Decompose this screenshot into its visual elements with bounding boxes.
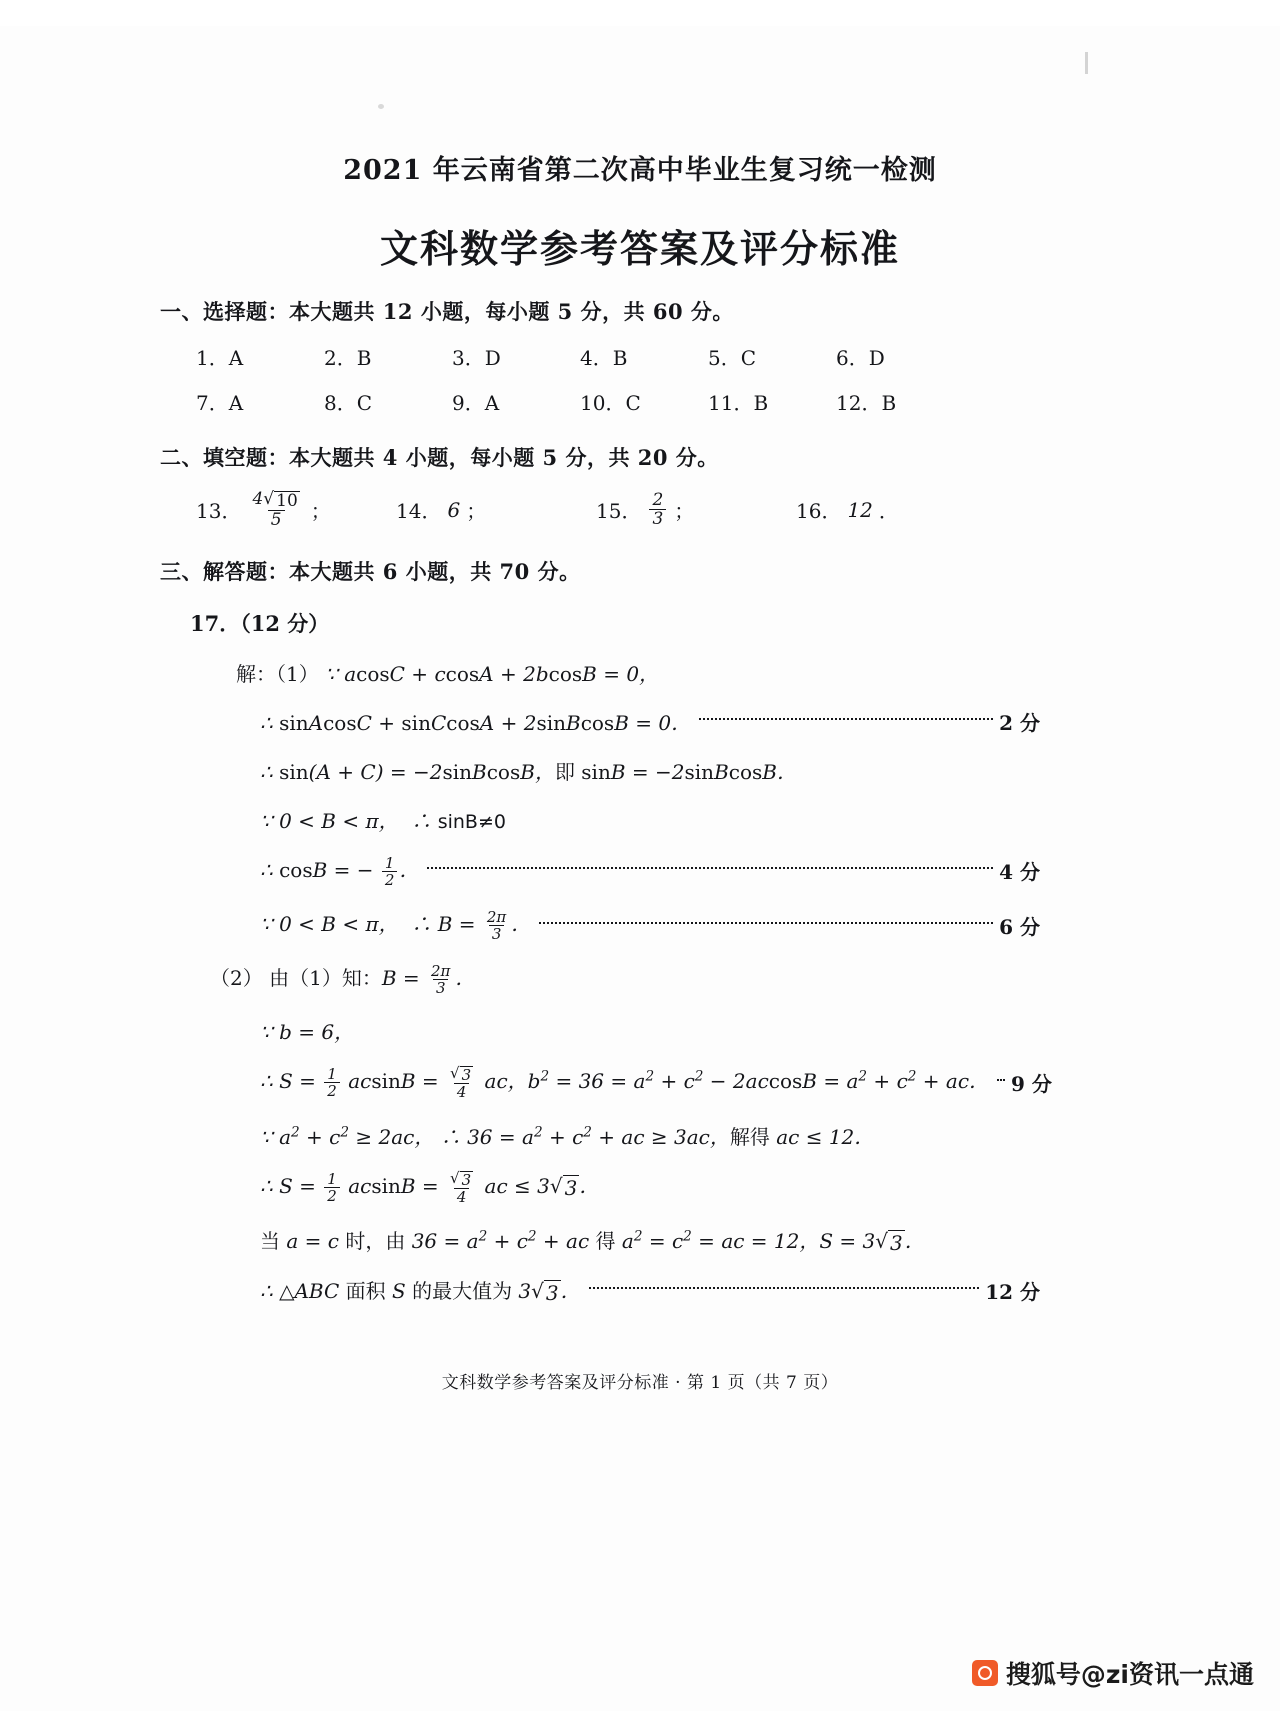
solution-step [160, 707, 1040, 736]
answer-item: 8．C [324, 391, 373, 415]
fraction-2pi-over-3: $\frac{2\pi}{3}$ [486, 907, 507, 943]
fill-item-number: 14． [396, 499, 442, 524]
solution-step [160, 1016, 1040, 1045]
fraction-2pi-over-3: $\frac{2\pi}{3}$ [431, 961, 451, 998]
fill-item-15 [596, 491, 796, 529]
leader-dots [997, 1078, 1005, 1081]
fill-item-16 [796, 495, 996, 524]
answer-item: 6．D [836, 346, 885, 370]
solution-step [160, 908, 1040, 942]
fill-item-value: 12 [847, 497, 873, 522]
answer-item: 9．A [452, 391, 500, 415]
sohu-logo-icon [972, 1660, 998, 1686]
fill-answers-row [196, 490, 1040, 530]
step-mark: 12 分 [985, 1279, 1040, 1304]
fill-item-number: 13． [196, 499, 242, 524]
leader-dots [699, 717, 993, 720]
solution-step [160, 805, 1040, 834]
page-title: 文科数学参考答案及评分标准 [379, 226, 900, 271]
answer-item: 11．B [708, 391, 769, 415]
step-formula: ∴ △ABC 面积 S 的最大值为 3 √ 3 ． [260, 1279, 581, 1306]
solution-step [160, 756, 1040, 785]
step-formula: ∵ $a^2 + c^2 \ge 2ac$， ∴ $36 = a^2 + c^2$ + ac ≥ 3ac，解得 ac ≤ 12． [260, 1124, 875, 1149]
fill-item-14 [396, 495, 596, 524]
step-formula: 由（1）知：B = $\frac{2\pi}{3}$ ． [269, 961, 476, 998]
answer-item: 5．C [708, 346, 757, 370]
answer-item: 12．B [836, 391, 897, 415]
answer-item: 10．C [580, 391, 641, 415]
fraction-1-over-2: $\frac{1}{2}$ [382, 855, 398, 888]
solution-step [160, 854, 1040, 888]
step-formula: ∴ S = $\frac{1}{2}$ acsinB = √ 3 4 ac ≤ 3 √ 3 ． [260, 1168, 600, 1206]
section-heading-fill: 二、填空题：本大题共 4 小题，每小题 5 分，共 20 分。 [160, 445, 719, 470]
section-heading-choice: 一、选择题：本大题共 12 小题，每小题 5 分，共 60 分。 [160, 299, 734, 324]
leader-dots [427, 866, 993, 869]
solution-step [160, 658, 1040, 687]
solution-step [160, 1064, 1052, 1102]
leader-dots [539, 921, 993, 924]
step-label: （2） [210, 966, 263, 991]
watermark [972, 1655, 1254, 1691]
question-17-heading: 17．（12 分） [190, 610, 330, 636]
choice-answers-row-1 [196, 342, 1040, 371]
solution-step [160, 962, 1040, 996]
fill-item-tail: ； [674, 499, 695, 524]
step-formula: ∴ S = $\frac{1}{2}$ acsinB = √ 3 4 ac，$b^2 = 36 = a^2 + c^2 - 2accosB = a^2 + c^2$ + ac． [260, 1064, 990, 1102]
leader-dots [589, 1286, 980, 1289]
fill-item-number: 15． [596, 499, 642, 524]
watermark-text: 搜狐号@zi资讯一点通 [1005, 1660, 1254, 1689]
answer-item: 7．A [196, 391, 244, 415]
step-mark: 9 分 [1011, 1072, 1052, 1097]
fill-item-tail: ． [878, 499, 899, 524]
fraction-2-over-3: $\frac{2}{3}$ [649, 491, 666, 529]
step-formula: ∴ sin(A + C) = −2sinBcosB，即 sinB = −2sinBcosB． [260, 759, 797, 784]
step-mark: 6 分 [999, 914, 1040, 939]
solution-step [160, 1275, 1040, 1305]
document-body [160, 296, 1052, 1306]
step-formula: ∵ 0 < B < π， ∴ B = $\frac{2\pi}{3}$ ． [260, 907, 532, 943]
fraction-root3-over-4: √ 3 4 [450, 1064, 472, 1102]
fraction-root3-over-4: √ 3 4 [450, 1168, 472, 1206]
answer-item: 3．D [452, 346, 501, 370]
fill-item-tail: ； [466, 499, 487, 524]
fraction-4root10-over-5: 4 √ 10 5 [252, 489, 298, 531]
section-heading-solution: 三、解答题：本大题共 6 小题，共 70 分。 [160, 558, 581, 584]
fill-item-13 [196, 490, 396, 530]
choice-answers-row-2 [196, 387, 1040, 416]
solution-step [160, 1225, 1040, 1255]
step-formula: ∵ acosC + ccosA + 2bcosB = 0， [325, 661, 660, 686]
step-formula: 当 a = c 时，由 $36 = a^2 + c^2$ + ac 得 $a^2 = c^2$ = ac = 12，S = 3 √ 3 ． [260, 1228, 925, 1256]
step-mark: 2 分 [999, 710, 1040, 735]
answer-item: 4．B [580, 346, 628, 370]
exam-title: 2021 年云南省第二次高中毕业生复习统一检测 [343, 155, 937, 186]
answer-item: 2．B [324, 346, 372, 370]
answer-item: 1．A [196, 346, 244, 370]
solution-step [160, 1170, 1040, 1205]
page-footer: 文科数学参考答案及评分标准 · 第 1 页（共 7 页） [441, 1373, 839, 1393]
solution-step [160, 1121, 1040, 1150]
step-mark: 4 分 [999, 860, 1040, 885]
step-formula: ∵ b = 6， [260, 1020, 355, 1045]
fill-item-number: 16． [796, 499, 842, 524]
step-label: 解：（1） [236, 661, 319, 686]
step-formula: ∴ sinAcosC + sinCcosA + 2sinBcosB = 0． [260, 710, 692, 735]
step-formula: ∴ cosB = − $\frac{1}{2}$ ． [260, 853, 420, 889]
fill-item-value: 6 [447, 497, 461, 522]
fill-item-tail: ； [310, 499, 331, 524]
step-formula: ∵ 0 < B < π， ∴ sinB≠0 [260, 808, 506, 833]
